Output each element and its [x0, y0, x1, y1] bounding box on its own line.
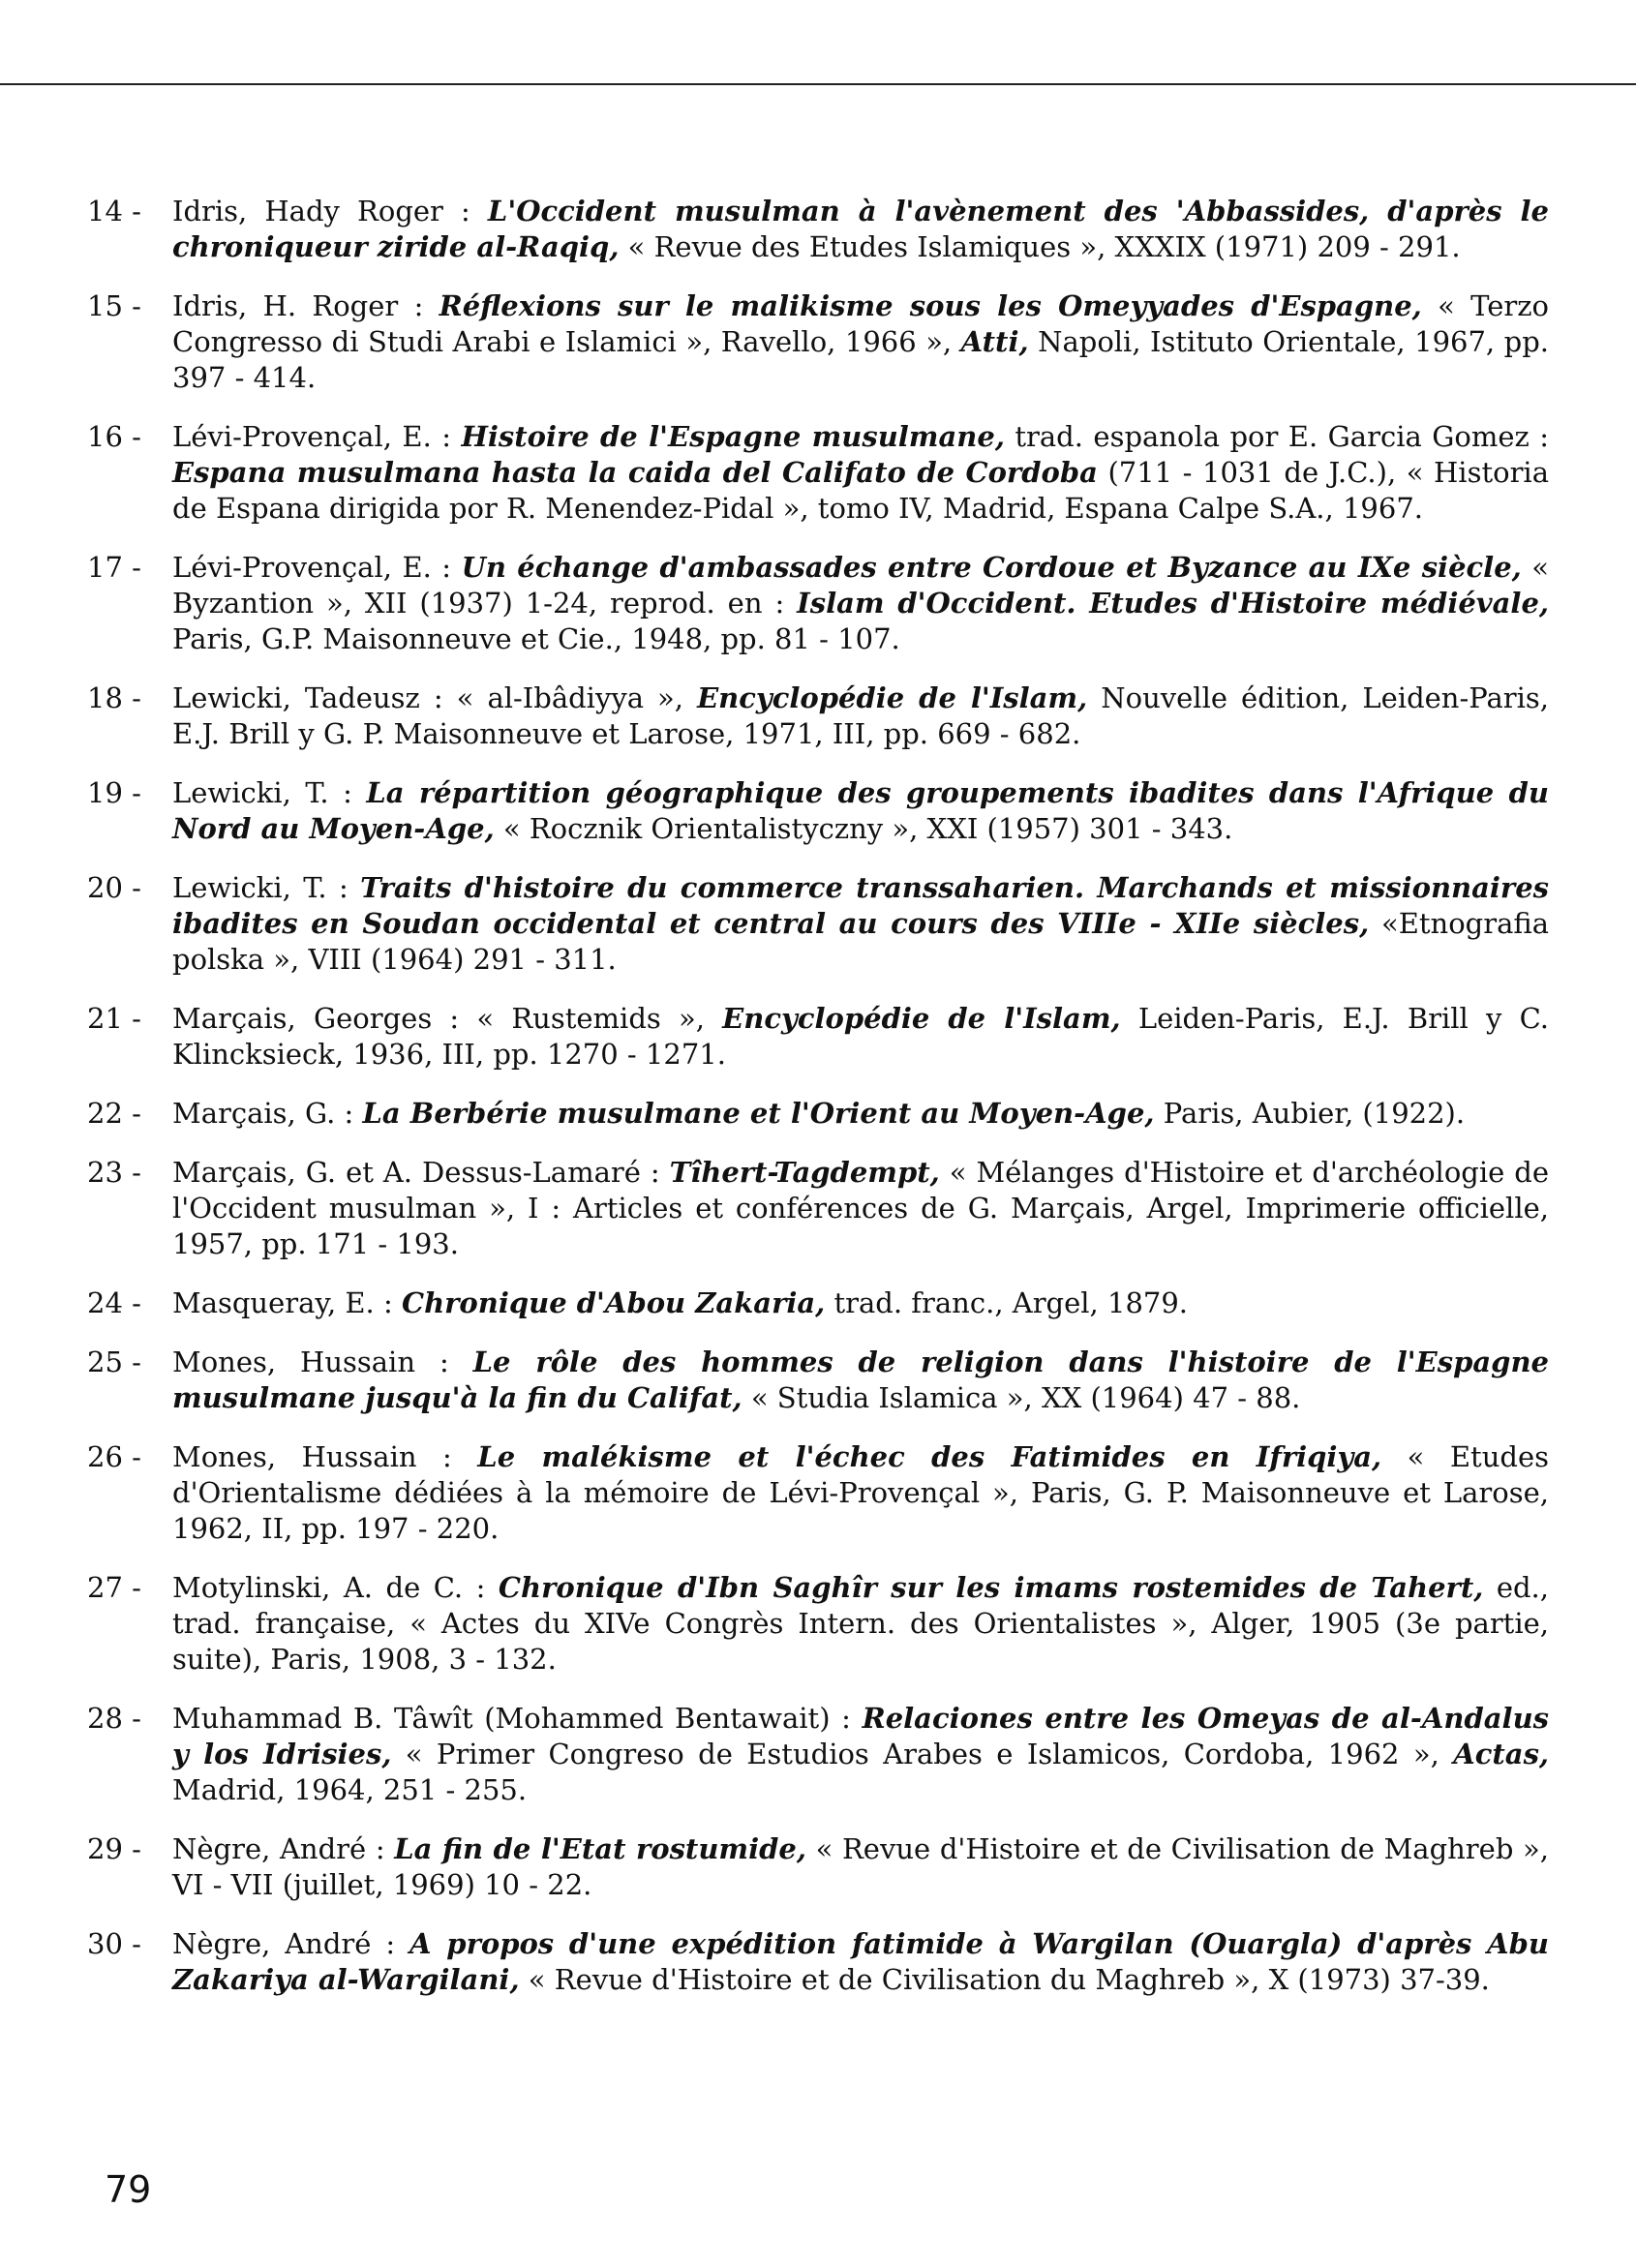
entry-publication: « Revue des Etudes Islamiques », XXXIX (1971) 209 - 291. [619, 230, 1461, 263]
entry-title: Encyclopédie de l'Islam, [697, 681, 1088, 714]
bibliography-entry-17 [87, 550, 1549, 657]
bibliography-entry-19 [87, 775, 1549, 847]
entry-title: La fin de l'Etat rostumide, [394, 1832, 806, 1865]
entry-title-secondary: Atti, [960, 325, 1029, 358]
entry-title: La Berbérie musulmane et l'Orient au Moyen-Age, [362, 1097, 1155, 1130]
entry-author: Marçais, G. et A. Dessus-Lamaré : [172, 1156, 670, 1189]
entry-title: Encyclopédie de l'Islam, [722, 1002, 1121, 1035]
entry-number: 24 - [87, 1286, 141, 1319]
entry-title: La répartition géographique des groupements ibadites dans l'Afrique du Nord au Moyen-Age, [172, 776, 1549, 845]
entry-author: Lewicki, T. : [172, 776, 367, 809]
entry-publication: Leiden-Paris, E.J. Brill y C. Klincksieck, 1936, III, pp. 1270 - 1271. [172, 1002, 1549, 1071]
bibliography-entry-26 [87, 1439, 1549, 1547]
entry-publication: ed., trad. française, « Actes du XIVe Congrès Intern. des Orientalistes », Alger, 1905 (3e partie, suite), Paris, 1908, 3 - 132. [172, 1571, 1549, 1676]
entry-publication: « Revue d'Histoire et de Civilisation de Maghreb », VI - VII (juillet, 1969) 10 - 22. [172, 1832, 1550, 1901]
entry-title: Tîhert-Tagdempt, [669, 1156, 940, 1189]
entry-publication: « Studia Islamica », XX (1964) 47 - 88. [742, 1381, 1301, 1414]
entry-publication: Nouvelle édition, Leiden-Paris, E.J. Brill y G. P. Maisonneuve et Larose, 1971, III, pp. 669 - 682. [172, 681, 1550, 750]
entry-title-secondary: Islam d'Occident. Etudes d'Histoire médiévale, [797, 587, 1549, 620]
bibliography-entry-29 [87, 1831, 1549, 1903]
entry-publication: trad. franc., Argel, 1879. [825, 1286, 1189, 1319]
entry-publication-secondary: (711 - 1031 de J.C.), « Historia de Espana dirigida por R. Menendez-Pidal », tomo IV, Madrid, Espana Calpe S.A., 1967. [172, 456, 1549, 525]
bibliography-entry-27 [87, 1570, 1549, 1678]
bibliography-entry-24 [87, 1285, 1549, 1321]
entry-number: 16 - [87, 420, 141, 453]
entry-number: 19 - [87, 776, 141, 809]
entry-number: 27 - [87, 1571, 141, 1604]
entry-author: Idris, Hady Roger : [172, 195, 488, 227]
bibliography-entry-18 [87, 680, 1549, 752]
entry-number: 26 - [87, 1440, 141, 1473]
entry-publication: « Mélanges d'Histoire et d'archéologie de l'Occident musulman », I : Articles et conférences de G. Marçais, Argel, Imprimerie officielle, 1957, pp. 171 - 193. [172, 1156, 1549, 1260]
entry-publication: « Rocznik Orientalistyczny », XXI (1957) 301 - 343. [494, 812, 1233, 845]
entry-title: Histoire de l'Espagne musulmane, [461, 420, 1005, 453]
bibliography-entry-14 [87, 194, 1549, 265]
entry-publication-secondary: Napoli, Istituto Orientale, 1967, pp. 397 - 414. [172, 325, 1549, 394]
top-rule [0, 83, 1636, 85]
bibliography-entry-20 [87, 870, 1549, 978]
entry-author: Lévi-Provençal, E. : [172, 420, 462, 453]
entry-number: 14 - [87, 195, 141, 227]
entry-number: 25 - [87, 1346, 141, 1378]
entry-author: Marçais, G. : [172, 1097, 363, 1130]
page-number: 79 [105, 2168, 152, 2211]
entry-title: Réflexions sur le malikisme sous les Omeyyades d'Espagne, [439, 289, 1422, 322]
bibliography-list [87, 194, 1549, 2021]
entry-author: Mones, Hussain : [172, 1346, 473, 1378]
entry-publication: « Terzo Congresso di Studi Arabi e Islamici », Ravello, 1966 », [172, 289, 1549, 358]
entry-publication: « Primer Congreso de Estudios Arabes e Islamicos, Cordoba, 1962 », [391, 1738, 1454, 1770]
entry-author: Idris, H. Roger : [172, 289, 439, 322]
entry-number: 22 - [87, 1097, 141, 1130]
entry-number: 23 - [87, 1156, 141, 1189]
entry-author: Muhammad B. Tâwît (Mohammed Bentawait) : [172, 1702, 863, 1735]
entry-title: Un échange d'ambassades entre Cordoue et Byzance au IXe siècle, [461, 551, 1522, 584]
entry-publication: « Etudes d'Orientalisme dédiées à la mémoire de Lévi-Provençal », Paris, G. P. Maisonneuve et Larose, 1962, II, pp. 197 - 220. [172, 1440, 1549, 1545]
entry-title-secondary: Espana musulmana hasta la caida del Califato de Cordoba [172, 456, 1098, 489]
entry-author: Mones, Hussain : [172, 1440, 478, 1473]
bibliography-entry-22 [87, 1096, 1549, 1132]
entry-title: Relaciones entre les Omeyas de al-Andalus y los Idrisies, [172, 1702, 1549, 1770]
entry-author: Lévi-Provençal, E. : [172, 551, 462, 584]
entry-title: A propos d'une expédition fatimide à Wargilan (Ouargla) d'après Abu Zakariya al-Wargilani, [172, 1927, 1549, 1996]
entry-number: 15 - [87, 289, 141, 322]
bibliography-entry-16 [87, 419, 1549, 527]
entry-publication-secondary: Madrid, 1964, 251 - 255. [172, 1773, 528, 1806]
entry-publication: « Revue d'Histoire et de Civilisation du Maghreb », X (1973) 37-39. [519, 1963, 1490, 1996]
entry-publication: trad. espanola por E. Garcia Gomez : [1004, 420, 1549, 453]
entry-number: 29 - [87, 1832, 141, 1865]
entry-author: Lewicki, T. : [172, 871, 361, 904]
entry-author: Motylinski, A. de C. : [172, 1571, 499, 1604]
entry-number: 17 - [87, 551, 141, 584]
entry-number: 21 - [87, 1002, 141, 1035]
bibliography-entry-25 [87, 1345, 1549, 1416]
entry-author: Nègre, André : [172, 1832, 395, 1865]
entry-publication-secondary: Paris, G.P. Maisonneuve et Cie., 1948, pp. 81 - 107. [172, 622, 900, 655]
entry-title: Traits d'histoire du commerce transsaharien. Marchands et missionnaires ibadites en Soudan occidental et central au cours des VIIIe - XIIe siècles, [172, 871, 1549, 940]
entry-title: Chronique d'Ibn Saghîr sur les imams rostemides de Tahert, [498, 1571, 1484, 1604]
bibliography-entry-30 [87, 1926, 1549, 1998]
entry-title: Le malékisme et l'échec des Fatimides en Ifriqiya, [477, 1440, 1382, 1473]
entry-publication: « Byzantion », XII (1937) 1-24, reprod. en : [172, 551, 1549, 620]
entry-number: 18 - [87, 681, 141, 714]
entry-number: 20 - [87, 871, 141, 904]
bibliography-entry-28 [87, 1701, 1549, 1808]
entry-author: Nègre, André : [172, 1927, 410, 1960]
entry-title: L'Occident musulman à l'avènement des 'Abbassides, d'après le chroniqueur ziride al-Raqiq, [172, 195, 1550, 263]
bibliography-entry-15 [87, 288, 1549, 396]
entry-publication: «Etnografia polska », VIII (1964) 291 - 311. [172, 907, 1549, 976]
entry-number: 28 - [87, 1702, 141, 1735]
entry-title: Le rôle des hommes de religion dans l'histoire de l'Espagne musulmane jusqu'à la fin du Califat, [172, 1346, 1549, 1414]
entry-title: Chronique d'Abou Zakaria, [401, 1286, 826, 1319]
entry-title-secondary: Actas, [1453, 1738, 1549, 1770]
bibliography-entry-21 [87, 1001, 1549, 1073]
entry-author: Masqueray, E. : [172, 1286, 402, 1319]
entry-number: 30 - [87, 1927, 141, 1960]
bibliography-entry-23 [87, 1155, 1549, 1262]
entry-publication: Paris, Aubier, (1922). [1154, 1097, 1466, 1130]
entry-author: Lewicki, Tadeusz : « al-Ibâdiyya », [172, 681, 698, 714]
entry-author: Marçais, Georges : « Rustemids », [172, 1002, 723, 1035]
